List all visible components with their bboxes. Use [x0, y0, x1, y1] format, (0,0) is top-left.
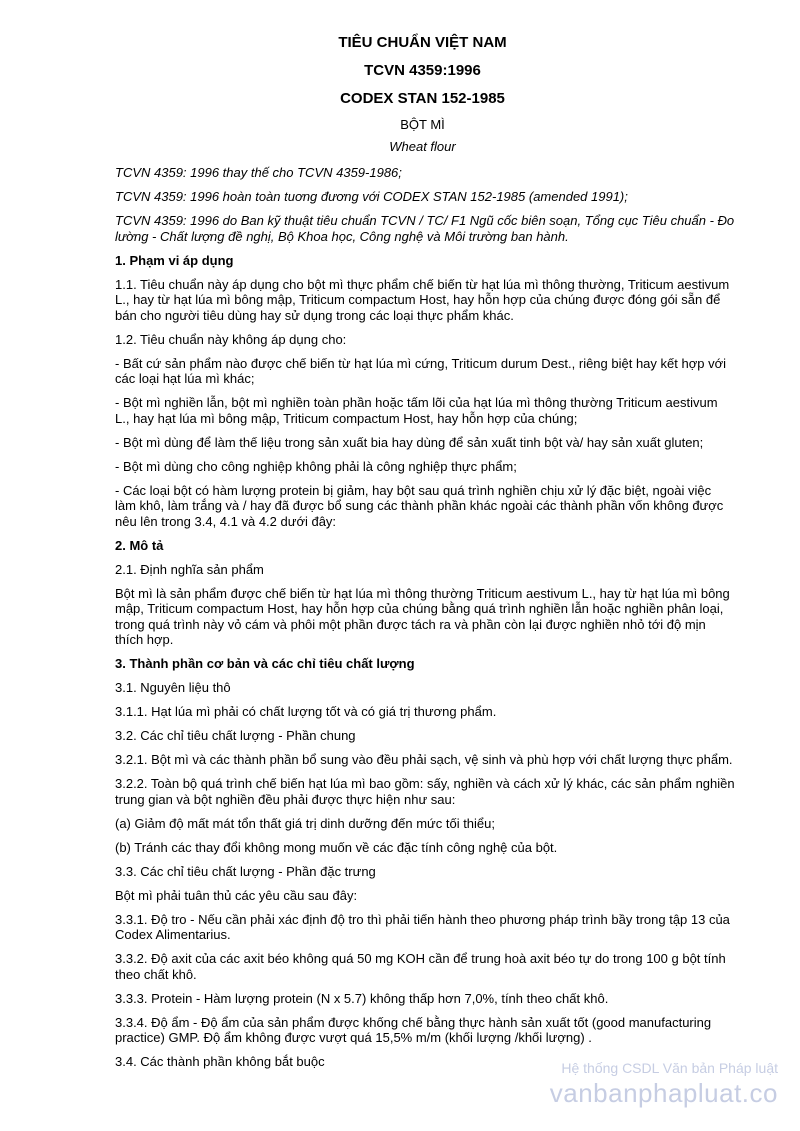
body-paragraph: 3.1.1. Hạt lúa mì phải có chất lượng tốt và có giá trị thương phẩm. — [115, 704, 497, 719]
watermark-line1: Hệ thống CSDL Văn bản Pháp luật — [561, 1060, 778, 1076]
note-paragraph: TCVN 4359: 1996 do Ban kỹ thuật tiêu chuẩn TCVN / TC/ F1 Ngũ cốc biên soạn, Tổng cục Tiêu chuẩn - Đo lường - Chất lượng đề nghị, Bộ Khoa học, Công nghệ và Môi trường ban hành. — [115, 213, 735, 244]
body-paragraph: (b) Tránh các thay đổi không mong muốn về các đặc tính công nghệ của bột. — [115, 839, 558, 855]
body-paragraph: 3.4. Các thành phần không bắt buộc — [115, 1054, 325, 1069]
note-paragraph: TCVN 4359: 1996 thay thế cho TCVN 4359-1986; — [115, 165, 402, 180]
body-paragraph: Bột mì là sản phẩm được chế biến từ hạt lúa mì thông thường Triticum aestivum L., hay từ hạt lúa mì bông mập, Triticum compactum Host, hay hỗn hợp của chúng bằng quá trình nghiền lẫn hoặc nghiền phân loại, trong quá trình này vỏ cám và phôi một phần được tách ra và phần còn lại được nghiền nhỏ tới độ mịn thích hợp. — [115, 585, 730, 647]
body-paragraph: 1.2. Tiêu chuẩn này không áp dụng cho: — [115, 331, 347, 347]
body-paragraph: 3.1. Nguyên liệu thô — [115, 680, 231, 695]
body-paragraph: 3.3. Các chỉ tiêu chất lượng - Phần đặc trưng — [115, 863, 376, 879]
body-paragraph: 3.3.4. Độ ẩm - Độ ẩm của sản phẩm được khống chế bằng thực hành sản xuất tốt (good manufacturing practice) GMP. Độ ẩm không được vượt quá 15,5% m/m (khối lượng /khối lượng) . — [115, 1014, 712, 1045]
note-paragraph: TCVN 4359: 1996 hoàn toàn tuơng đương với CODEX STAN 152-1985 (amended 1991); — [115, 189, 628, 204]
body-paragraph: - Các loại bột có hàm lượng protein bị giảm, hay bột sau quá trình nghiền chịu xử lý đặc biệt, ngoài việc làm khô, làm trắng và / hay đã được bổ sung các thành phần khác ngoài các thành phần vốn không được nêu lên trong 3.4, 4.1 và 4.2 dưới đây: — [115, 482, 724, 529]
document-page — [115, 34, 735, 1078]
document-body — [115, 165, 735, 1070]
body-paragraph: Bột mì phải tuân thủ các yêu cầu sau đây: — [115, 887, 358, 903]
body-paragraph: 2.1. Định nghĩa sản phẩm — [115, 561, 264, 577]
watermark-site: vanbanphapluat.co — [549, 1078, 778, 1108]
section-heading: 1. Phạm vi áp dụng — [115, 252, 234, 268]
body-paragraph: - Bất cứ sản phẩm nào được chế biến từ hạt lúa mì cứng, Triticum durum Dest., riêng biệt hay kết hợp với các loại hạt lúa mì khác; — [115, 355, 726, 386]
product-name-en: Wheat flour — [389, 139, 456, 154]
body-paragraph: 3.2.1. Bột mì và các thành phần bổ sung vào đều phải sạch, vệ sinh và phù hợp với chất lượng thực phẩm. — [115, 752, 733, 767]
codex-number: CODEX STAN 152-1985 — [340, 90, 505, 107]
standard-number: TCVN 4359:1996 — [364, 62, 481, 79]
standard-country-title: TIÊU CHUẨN VIỆT NAM — [338, 34, 507, 51]
product-name-vn: BỘT MÌ — [400, 117, 445, 132]
document-header — [110, 34, 735, 155]
body-paragraph: - Bột mì nghiền lẫn, bột mì nghiền toàn phần hoặc tấm lõi của hạt lúa mì thông thường Triticum aestivum L., hay hạt lúa mì bông mập, Triticum compactum Host, hay hỗn hợp của chúng; — [115, 395, 718, 426]
section-heading: 3. Thành phần cơ bản và các chỉ tiêu chất lượng — [115, 656, 415, 671]
body-paragraph: 3.2.2. Toàn bộ quá trình chế biến hạt lúa mì bao gồm: sấy, nghiền và cách xử lý khác, các sản phẩm nghiền trung gian và bột nghiền đều phải được thực hiện như sau: — [115, 776, 735, 807]
body-paragraph: - Bột mì dùng cho công nghiệp không phải là công nghiệp thực phẩm; — [115, 458, 517, 474]
body-paragraph: 3.3.3. Protein - Hàm lượng protein (N x 5.7) không thấp hơn 7,0%, tính theo chất khô. — [115, 990, 609, 1006]
body-paragraph: 3.3.1. Độ tro - Nếu cần phải xác định độ tro thì phải tiến hành theo phương pháp trình bầy trong tập 13 của Codex Alimentarius. — [115, 911, 730, 942]
body-paragraph: 1.1. Tiêu chuẩn này áp dụng cho bột mì thực phẩm chế biến từ hạt lúa mì thông thường, Triticum aestivum L., hay từ hạt lúa mì bông mập, Triticum compactum Host, hay hỗn hợp của chúng được đóng gói sẵn để bán cho người tiêu dùng hay sử dụng trong các loại thực phẩm khác. — [115, 276, 730, 323]
body-paragraph: 3.3.2. Độ axit của các axit béo không quá 50 mg KOH cần để trung hoà axit béo tự do trong 100 g bột tính theo chất khô. — [115, 951, 726, 982]
body-paragraph: 3.2. Các chỉ tiêu chất lượng - Phần chung — [115, 728, 356, 743]
section-heading: 2. Mô tả — [115, 537, 164, 553]
body-paragraph: - Bột mì dùng để làm thế liệu trong sản xuất bia hay dùng để sản xuất tinh bột và/ hay sản xuất gluten; — [115, 434, 704, 450]
body-paragraph: (a) Giảm độ mất mát tổn thất giá trị dinh dưỡng đến mức tối thiểu; — [115, 815, 495, 831]
